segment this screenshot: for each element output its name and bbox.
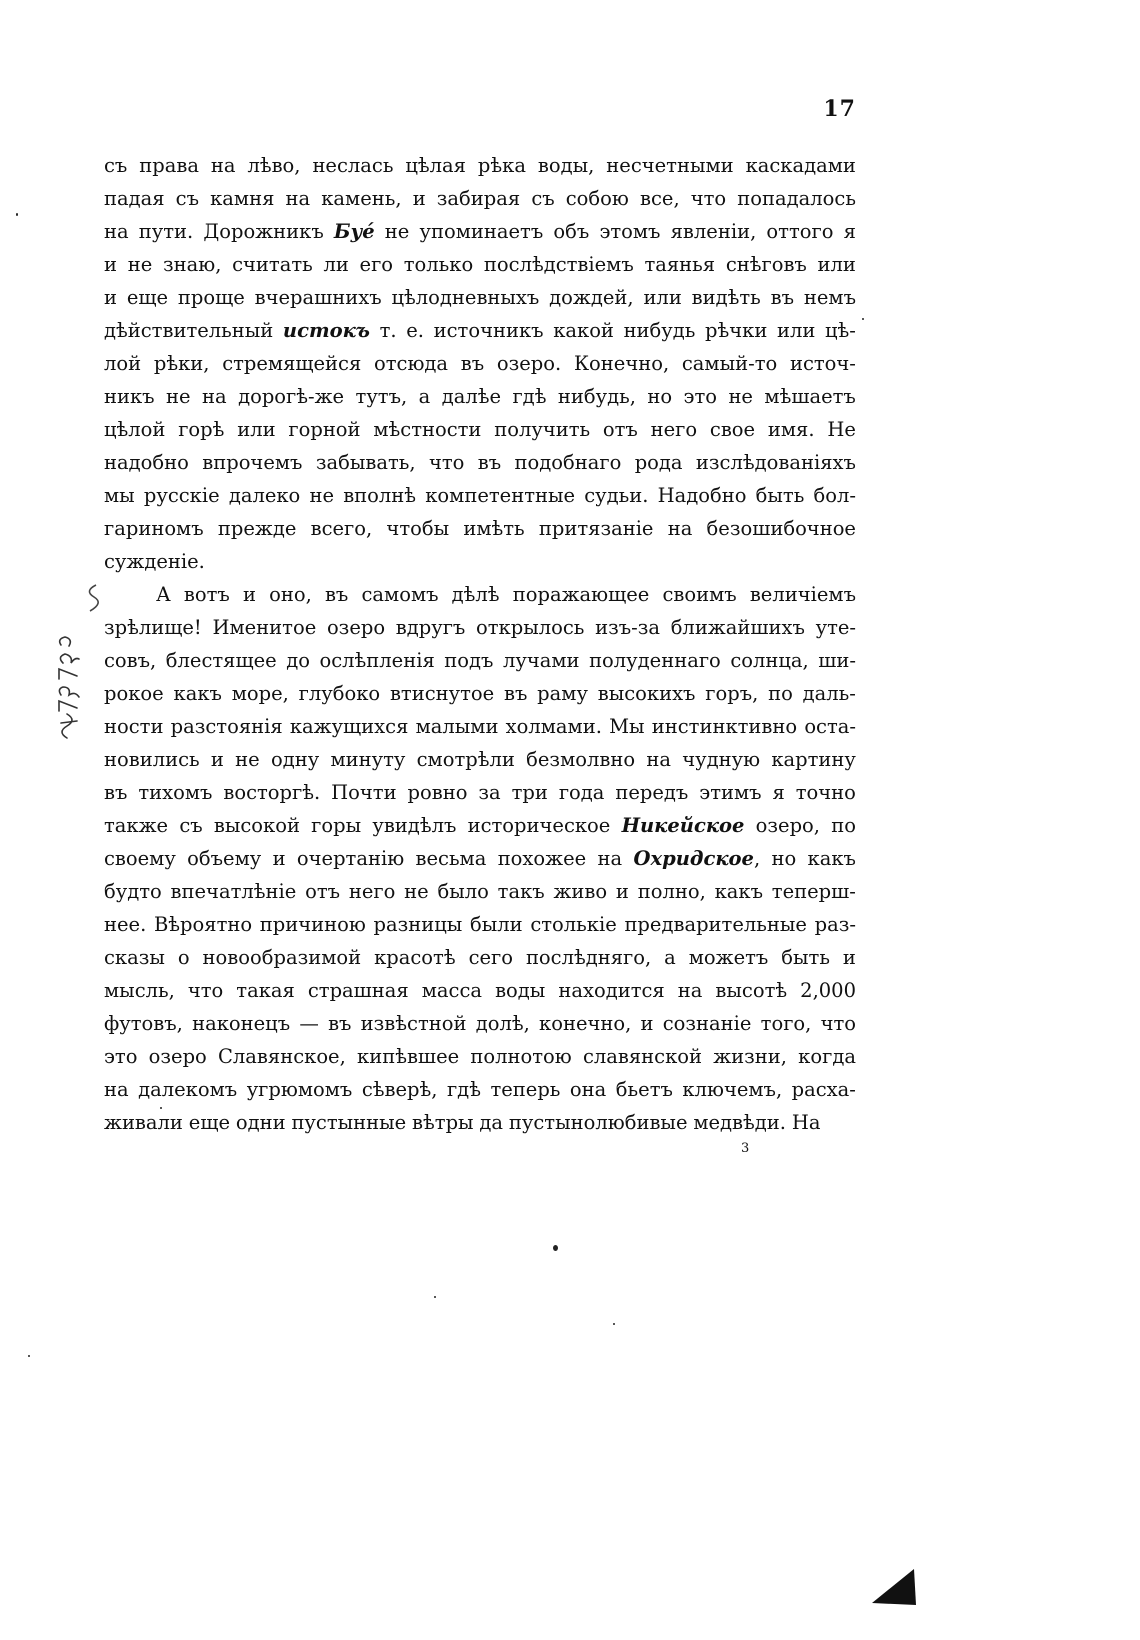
text-line: въ тихомъ восторгѣ. Почти ровно за три года передъ этимъ я точно	[104, 781, 856, 804]
text-line: мысль, что такая страшная масса воды находится на высотѣ 2,000	[104, 979, 856, 1002]
margin-hook-mark	[82, 583, 102, 613]
page-number: 17	[823, 96, 856, 122]
ink-speck	[160, 1107, 162, 1109]
ink-speck	[613, 1323, 615, 1325]
text-line: цѣлой горѣ или горной мѣстности получить отъ него свое имя. Не	[104, 418, 856, 441]
text-line: дѣйствительный истокъ т. е. источникъ какой нибудь рѣчки или цѣ-	[104, 319, 856, 342]
text-line: зрѣлище! Именитое озеро вдругъ открылось изъ-за ближайшихъ уте-	[104, 616, 856, 639]
text-line: ности разстоянія кажущихся малыми холмами. Мы инстинктивно оста-	[104, 715, 856, 738]
ink-speck	[553, 1245, 558, 1251]
text-line: лой рѣки, стремящейся отсюда въ озеро. Конечно, самый-то источ-	[104, 352, 856, 375]
text-line: на далекомъ угрюмомъ сѣверѣ, гдѣ теперь она бьетъ ключемъ, расха-	[104, 1078, 856, 1101]
text-line: также съ высокой горы увидѣлъ историческое Никейское озеро, по	[104, 814, 856, 837]
ink-speck	[434, 1296, 436, 1298]
handwritten-shelfmark	[52, 624, 92, 742]
text-line: падая съ камня на камень, и забирая съ собою все, что попадалось	[104, 187, 856, 210]
text-line: съ права на лѣво, неслась цѣлая рѣка воды, несчетными каскадами	[104, 154, 856, 177]
text-line: будто впечатлѣніе отъ него не было такъ живо и полно, какъ теперш-	[104, 880, 856, 903]
signature-mark: 3	[741, 1141, 750, 1156]
text-line: сказы о новообразимой красотѣ сего послѣдняго, а можетъ быть и	[104, 946, 856, 969]
text-line: сужденіе.	[104, 550, 205, 573]
text-line: нее. Вѣроятно причиною разницы были столькіе предварительные раз-	[104, 913, 856, 936]
text-line: и не знаю, считать ли его только послѣдствіемъ таянья снѣговъ или	[104, 253, 856, 276]
body-text	[104, 149, 856, 1139]
text-line: никъ не на дорогѣ-же тутъ, а далѣе гдѣ нибудь, но это не мѣшаетъ	[104, 385, 856, 408]
text-line: рокое какъ море, глубоко втиснутое въ раму высокихъ горъ, по даль-	[104, 682, 856, 705]
text-line: гариномъ прежде всего, чтобы имѣть притязаніе на безошибочное	[104, 517, 856, 540]
text-line: живали еще одни пустынные вѣтры да пустынолюбивые медвѣди. На	[104, 1111, 821, 1134]
text-line: на пути. Дорожникъ Буé не упоминаетъ объ этомъ явленіи, оттого я	[104, 220, 856, 243]
text-line: футовъ, наконецъ — въ извѣстной долѣ, конечно, и сознаніе того, что	[104, 1012, 856, 1035]
ink-speck	[28, 1355, 30, 1357]
text-line: своему объему и очертанію весьма похожее на Охридское, но какъ	[104, 847, 856, 870]
page-corner-mark	[870, 1565, 918, 1609]
ink-speck	[862, 318, 864, 320]
text-line: А вотъ и оно, въ самомъ дѣлѣ поражающее своимъ величіемъ	[156, 583, 856, 606]
text-line: новились и не одну минуту смотрѣли безмолвно на чудную картину	[104, 748, 856, 771]
ink-speck	[16, 213, 18, 216]
text-line: и еще проще вчерашнихъ цѣлодневныхъ дождей, или видѣть въ немъ	[104, 286, 856, 309]
text-line: мы русскіе далеко не вполнѣ компетентные судьи. Надобно быть бол-	[104, 484, 856, 507]
text-line: надобно впрочемъ забывать, что въ подобнаго рода изслѣдованіяхъ	[104, 451, 856, 474]
text-line: совъ, блестящее до ослѣпленія подъ лучами полуденнаго солнца, ши-	[104, 649, 856, 672]
text-line: это озеро Славянское, кипѣвшее полнотою славянской жизни, когда	[104, 1045, 856, 1068]
